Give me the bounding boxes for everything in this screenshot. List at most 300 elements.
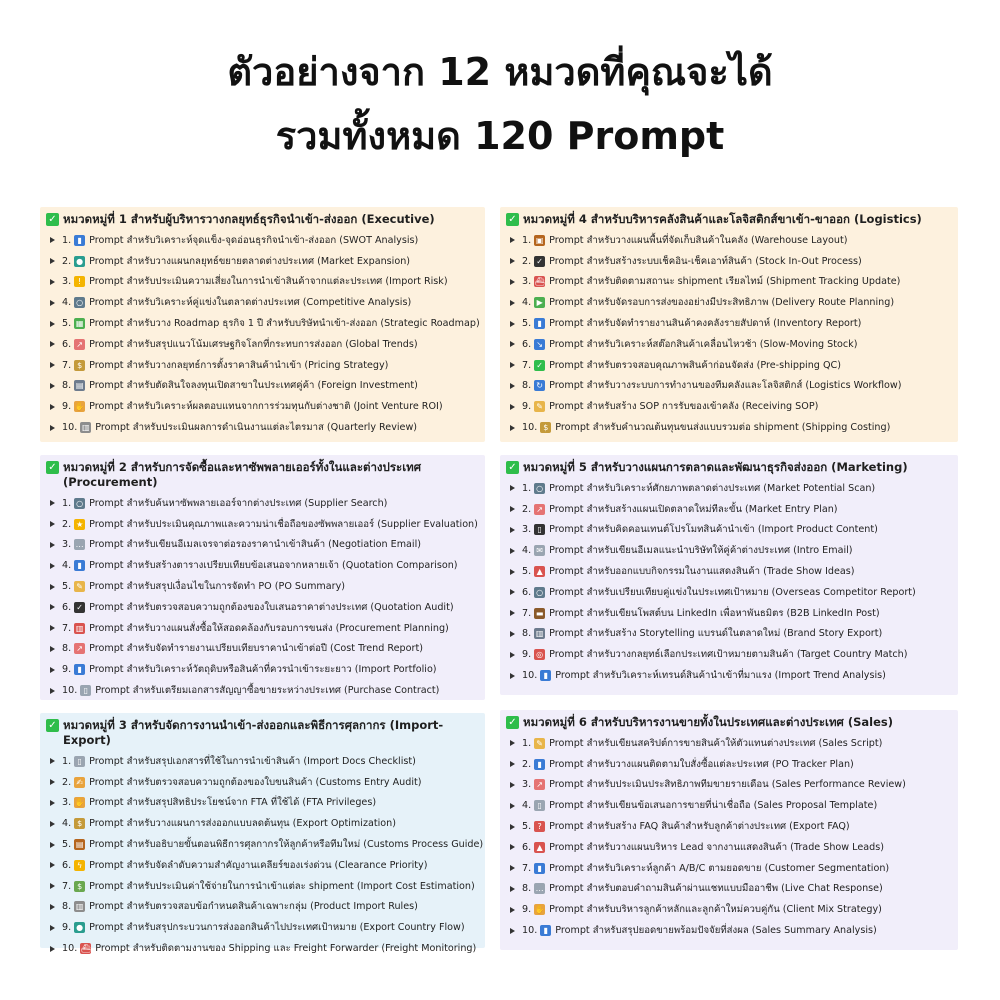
- prompt-list-item[interactable]: [46, 292, 479, 313]
- prompt-title: Prompt สำหรับวางกลยุทธ์การตั้งราคาสินค้านำเข้า (Pricing Strategy): [89, 359, 389, 371]
- toggle-triangle-icon[interactable]: [510, 237, 515, 243]
- item-number: 7.: [62, 880, 72, 892]
- item-number: 5.: [62, 839, 72, 851]
- prompt-title: Prompt สำหรับวิเคราะห์เทรนด์สินค้านำเข้าที่มาแรง (Import Trend Analysis): [555, 670, 886, 682]
- prompt-title: Prompt สำหรับวางแผนการส่งออกแบบลดต้นทุน (Export Optimization): [89, 818, 396, 830]
- prompt-list-item[interactable]: [506, 754, 952, 775]
- prompt-title: Prompt สำหรับวางแผนบริหาร Lead จากงานแสดงสินค้า (Trade Show Leads): [549, 841, 884, 853]
- prompt-list-item[interactable]: [46, 514, 479, 535]
- calendar-icon: ▥: [81, 423, 90, 433]
- prompt-list-item[interactable]: [46, 417, 479, 438]
- item-number: 4.: [522, 800, 532, 812]
- prompt-title: Prompt สำหรับคำนวณต้นทุนขนส่งแบบรวมต่อ shipment (Shipping Costing): [555, 422, 891, 434]
- target-icon: ◎: [534, 649, 545, 660]
- toggle-triangle-icon[interactable]: [510, 527, 515, 533]
- trend-up-icon: ↗: [534, 779, 545, 790]
- item-number: 10.: [522, 925, 538, 937]
- page-title-line-2: รวมทั้งหมด 120 Prompt: [275, 114, 725, 158]
- money-bag-icon: $: [540, 422, 551, 433]
- prompt-title: Prompt สำหรับวิเคราะห์สต๊อกสินค้าเคลื่อนไหวช้า (Slow-Moving Stock): [549, 338, 858, 350]
- prompt-title: Prompt สำหรับจัดรอบการส่งของอย่างมีประสิทธิภาพ (Delivery Route Planning): [549, 297, 895, 309]
- prompt-list-item[interactable]: [506, 272, 952, 293]
- item-number: 2.: [522, 255, 532, 267]
- item-number: 3.: [522, 276, 532, 288]
- toggle-triangle-icon[interactable]: [510, 485, 515, 491]
- prompt-list-item[interactable]: [46, 876, 479, 897]
- item-number: 3.: [522, 524, 532, 536]
- item-number: 8.: [62, 380, 72, 392]
- prompt-list-item[interactable]: [506, 899, 952, 920]
- prompt-title: Prompt สำหรับเขียนอีเมลแนะนำบริษัทให้คู่ค้าต่างประเทศ (Intro Email): [549, 545, 853, 557]
- item-number: 3.: [62, 276, 72, 288]
- prompt-title: Prompt สำหรับวิเคราะห์ลูกค้า A/B/C ตามยอดขาย (Customer Segmentation): [549, 862, 890, 874]
- prompt-list: [46, 230, 479, 438]
- magnifier-icon: ○: [534, 483, 545, 494]
- item-number: 9.: [62, 401, 72, 413]
- toggle-triangle-icon[interactable]: [510, 844, 515, 850]
- prompt-title: Prompt สำหรับสรุปแนวโน้มเศรษฐกิจโลกที่กระทบการส่งออก (Global Trends): [89, 338, 418, 350]
- item-number: 2.: [522, 758, 532, 770]
- check-mark-icon: ✓: [46, 213, 59, 226]
- category-heading-text: หมวดหมู่ที่ 4 สำหรับบริหารคลังสินค้าและโลจิสติกส์ขาเข้า-ขาออก (Logistics): [523, 212, 922, 226]
- item-number: 8.: [522, 380, 532, 392]
- toggle-triangle-icon[interactable]: [510, 258, 515, 264]
- category-panel-1: [40, 207, 485, 442]
- prompt-list-item[interactable]: [506, 292, 952, 313]
- item-number: 8.: [62, 643, 72, 655]
- toggle-triangle-icon[interactable]: [50, 321, 55, 327]
- globe-icon: ●: [74, 922, 85, 933]
- toggle-triangle-icon[interactable]: [50, 604, 55, 610]
- prompt-list-item[interactable]: [506, 795, 952, 816]
- item-number: 7.: [62, 359, 72, 371]
- document-icon: ▯: [80, 685, 91, 696]
- circus-tent-icon: ▲: [534, 842, 545, 853]
- toggle-triangle-icon[interactable]: [510, 803, 515, 809]
- prompt-title: Prompt สำหรับอธิบายขั้นตอนพิธีการศุลกากรให้ลูกค้าหรือทีมใหม่ (Customs Process Guide): [89, 839, 484, 851]
- prompt-list-item[interactable]: [506, 733, 952, 754]
- prompt-list-item[interactable]: [506, 230, 952, 251]
- prompt-list-item[interactable]: [506, 417, 952, 438]
- toggle-triangle-icon[interactable]: [50, 425, 55, 431]
- lightning-icon: ϟ: [74, 860, 85, 871]
- prompt-title: Prompt สำหรับตรวจสอบความถูกต้องของใบเสนอราคาต่างประเทศ (Quotation Audit): [89, 601, 454, 613]
- toggle-triangle-icon[interactable]: [50, 279, 55, 285]
- prompt-list-item[interactable]: [46, 917, 479, 938]
- item-number: 10.: [62, 422, 78, 434]
- item-number: 8.: [522, 883, 532, 895]
- prompt-list: [46, 751, 484, 959]
- item-number: 4.: [62, 297, 72, 309]
- prompt-list-item[interactable]: [46, 251, 479, 272]
- prompt-title: Prompt สำหรับเปรียบเทียบคู่แข่งในประเทศเป้าหมาย (Overseas Competitor Report): [549, 586, 916, 598]
- toggle-triangle-icon[interactable]: [510, 631, 515, 637]
- prompt-title: Prompt สำหรับสรุปสิทธิประโยชน์จาก FTA ที่ใช้ได้ (FTA Privileges): [89, 797, 377, 809]
- check-mark-icon: ✓: [506, 461, 519, 474]
- toggle-triangle-icon[interactable]: [510, 548, 515, 554]
- prompt-title: Prompt สำหรับตัดสินใจลงทุนเปิดสาขาในประเทศคู่ค้า (Foreign Investment): [89, 380, 418, 392]
- prompt-list-item[interactable]: [506, 816, 952, 837]
- prompt-title: Prompt สำหรับวางแผนสั่งซื้อให้สอดคล้องกับรอบการขนส่ง (Procurement Planning): [89, 622, 449, 634]
- prompt-list-item[interactable]: [46, 396, 479, 417]
- toggle-triangle-icon[interactable]: [510, 907, 515, 913]
- prompt-title: Prompt สำหรับสร้าง Storytelling แบรนด์ในตลาดใหม่ (Brand Story Export): [549, 628, 883, 640]
- prompt-title: Prompt สำหรับจัดทำรายงานเปรียบเทียบราคานำเข้าต่อปี (Cost Trend Report): [89, 643, 423, 655]
- toggle-triangle-icon[interactable]: [510, 824, 515, 830]
- clipboard-icon: ▥: [75, 902, 84, 912]
- toggle-triangle-icon[interactable]: [510, 506, 515, 512]
- page-title-line-1: ตัวอย่างจาก 12 หมวดที่คุณจะได้: [227, 50, 773, 94]
- item-number: 5.: [522, 566, 532, 578]
- prompt-title: Prompt สำหรับตรวจสอบคุณภาพสินค้าก่อนจัดส่ง (Pre-shipping QC): [549, 359, 841, 371]
- prompt-list-item[interactable]: [506, 540, 952, 561]
- item-number: 7.: [522, 862, 532, 874]
- prompt-title: Prompt สำหรับตอบคำถามสินค้าผ่านแชทแบบมืออาชีพ (Live Chat Response): [549, 883, 883, 895]
- prompt-list-item[interactable]: [46, 618, 479, 639]
- toggle-triangle-icon[interactable]: [510, 740, 515, 746]
- toggle-triangle-icon[interactable]: [50, 821, 55, 827]
- toggle-triangle-icon[interactable]: [50, 688, 55, 694]
- category-heading-text: หมวดหมู่ที่ 1 สำหรับผู้บริหารวางกลยุทธ์ธุรกิจนำเข้า-ส่งออก (Executive): [63, 212, 435, 226]
- item-number: 4.: [62, 818, 72, 830]
- category-heading: [506, 715, 952, 730]
- prompt-list-item[interactable]: [506, 582, 952, 603]
- prompt-list-item[interactable]: [46, 855, 479, 876]
- prompt-title: Prompt สำหรับจัดทำรายงานสินค้าคงคลังรายสัปดาห์ (Inventory Report): [549, 318, 862, 330]
- map-icon: ▦: [75, 319, 84, 329]
- category-panel-5: [500, 455, 958, 695]
- item-number: 5.: [62, 581, 72, 593]
- prompt-title: Prompt สำหรับประเมินประสิทธิภาพทีมขายรายเดือน (Sales Performance Review): [549, 779, 906, 791]
- magnifier-icon: ○: [74, 297, 85, 308]
- handshake-icon: ✋: [74, 402, 85, 412]
- prompt-title: Prompt สำหรับสร้างระบบเช็คอิน-เช็คเอาท์สินค้า (Stock In-Out Process): [549, 255, 862, 267]
- prompt-list-item[interactable]: [46, 834, 484, 855]
- prompt-list-item[interactable]: [46, 793, 479, 814]
- prompt-title: Prompt สำหรับสรุปยอดขายพร้อมปัจจัยที่ส่งผล (Sales Summary Analysis): [555, 925, 877, 937]
- item-number: 5.: [522, 318, 532, 330]
- circus-tent-icon: ▲: [534, 566, 545, 577]
- prompt-list-item[interactable]: [506, 478, 952, 499]
- prompt-title: Prompt สำหรับติดตามสถานะ shipment เรียลไทม์ (Shipment Tracking Update): [549, 276, 901, 288]
- prompt-title: Prompt สำหรับเขียนอีเมลเจรจาต่อรองราคานำเข้าสินค้า (Negotiation Email): [89, 539, 422, 551]
- prompt-title: Prompt สำหรับวิเคราะห์วัตถุดิบหรือสินค้าที่ควรนำเข้าระยะยาว (Import Portfolio): [89, 664, 437, 676]
- item-number: 1.: [522, 737, 532, 749]
- toggle-triangle-icon[interactable]: [510, 404, 515, 410]
- category-heading: [46, 212, 479, 227]
- toggle-triangle-icon[interactable]: [510, 383, 515, 389]
- item-number: 6.: [522, 841, 532, 853]
- toggle-triangle-icon[interactable]: [510, 341, 515, 347]
- prompt-list-item[interactable]: [506, 775, 952, 796]
- toggle-triangle-icon[interactable]: [50, 521, 55, 527]
- bar-chart-icon: ▮: [534, 863, 545, 874]
- item-number: 6.: [62, 601, 72, 613]
- checkmark-icon: ✓: [74, 602, 85, 613]
- toggle-triangle-icon[interactable]: [510, 300, 515, 306]
- check-mark-icon: ✓: [506, 716, 519, 729]
- toggle-triangle-icon[interactable]: [50, 500, 55, 506]
- briefcase-icon: ▬: [535, 608, 544, 618]
- prompt-title: Prompt สำหรับติดตามงานของ Shipping และ Freight Forwarder (Freight Monitoring): [95, 943, 477, 955]
- toggle-triangle-icon[interactable]: [510, 928, 515, 934]
- bar-chart-icon: ▮: [74, 235, 85, 246]
- prompt-list-item[interactable]: [506, 396, 952, 417]
- item-number: 9.: [522, 904, 532, 916]
- toggle-triangle-icon[interactable]: [50, 946, 55, 952]
- prompt-title: Prompt สำหรับตรวจสอบความถูกต้องของใบขนสินค้า (Customs Entry Audit): [89, 776, 422, 788]
- item-number: 5.: [62, 318, 72, 330]
- truck-icon: ▶: [534, 297, 545, 308]
- prompt-title: Prompt สำหรับวางแผนกลยุทธ์ขยายตลาดต่างประเทศ (Market Expansion): [89, 255, 411, 267]
- prompt-list: [506, 733, 952, 941]
- prompt-list-item[interactable]: [506, 624, 952, 645]
- toggle-triangle-icon[interactable]: [510, 321, 515, 327]
- speech-bubble-icon: …: [535, 884, 544, 894]
- calendar-icon: ▥: [75, 623, 84, 633]
- building-icon: ▤: [75, 381, 84, 391]
- prompt-title: Prompt สำหรับวิเคราะห์ผลตอบแทนจากการร่วมทุนกับต่างชาติ (Joint Venture ROI): [89, 401, 443, 413]
- document-icon: ▯: [534, 800, 545, 811]
- prompt-list-item[interactable]: [46, 751, 479, 772]
- toggle-triangle-icon[interactable]: [50, 842, 55, 848]
- toggle-triangle-icon[interactable]: [510, 589, 515, 595]
- prompt-list-item[interactable]: [506, 920, 952, 941]
- item-number: 2.: [522, 503, 532, 515]
- item-number: 1.: [522, 482, 532, 494]
- prompt-title: Prompt สำหรับบริหารลูกค้าหลักและลูกค้าใหม่ควบคู่กัน (Client Mix Strategy): [549, 904, 882, 916]
- prompt-title: Prompt สำหรับวางระบบการทำงานของทีมคลังและโลจิสติกส์ (Logistics Workflow): [549, 380, 902, 392]
- bar-chart-icon: ▮: [540, 925, 551, 936]
- toggle-triangle-icon[interactable]: [50, 341, 55, 347]
- item-number: 1.: [62, 234, 72, 246]
- ship-icon: ⛴: [534, 277, 545, 287]
- memo-icon: ✎: [534, 401, 545, 412]
- memo-icon: ✎: [74, 581, 85, 592]
- toggle-triangle-icon[interactable]: [50, 362, 55, 368]
- item-number: 3.: [522, 779, 532, 791]
- item-number: 10.: [62, 943, 78, 955]
- prompt-list-item[interactable]: [506, 355, 952, 376]
- ship-icon: ⛴: [80, 944, 91, 954]
- prompt-title: Prompt สำหรับวางกลยุทธ์เลือกประเทศเป้าหมายตามสินค้า (Target Country Match): [549, 649, 908, 661]
- prompt-title: Prompt สำหรับสร้าง SOP การรับของเข้าคลัง (Receiving SOP): [549, 401, 819, 413]
- prompt-title: Prompt สำหรับวางแผนติดตามใบสั่งซื้อแต่ละประเทศ (PO Tracker Plan): [549, 758, 854, 770]
- prompt-title: Prompt สำหรับคิดคอนเทนต์โปรโมทสินค้านำเข้า (Import Product Content): [549, 524, 878, 536]
- toggle-triangle-icon[interactable]: [50, 237, 55, 243]
- page-title: [0, 40, 1000, 168]
- toggle-triangle-icon[interactable]: [50, 625, 55, 631]
- money-bag-icon: $: [74, 360, 85, 371]
- toggle-triangle-icon[interactable]: [50, 563, 55, 569]
- prompt-title: Prompt สำหรับสรุปกระบวนการส่งออกสินค้าไปประเทศเป้าหมาย (Export Country Flow): [89, 922, 465, 934]
- handshake-icon: ✋: [74, 798, 85, 808]
- money-bag-icon: $: [74, 818, 85, 829]
- item-number: 6.: [62, 338, 72, 350]
- prompt-list-item[interactable]: [46, 555, 479, 576]
- prompt-list-item[interactable]: [506, 251, 952, 272]
- prompt-list-item[interactable]: [46, 897, 479, 918]
- prompt-list-item[interactable]: [506, 313, 952, 334]
- prompt-title: Prompt สำหรับวิเคราะห์คู่แข่งในตลาดต่างประเทศ (Competitive Analysis): [89, 297, 412, 309]
- toggle-triangle-icon[interactable]: [510, 279, 515, 285]
- prompt-list-item[interactable]: [506, 837, 952, 858]
- toggle-triangle-icon[interactable]: [50, 758, 55, 764]
- toggle-triangle-icon[interactable]: [50, 925, 55, 931]
- prompt-list-item[interactable]: [46, 680, 479, 701]
- toggle-triangle-icon[interactable]: [50, 258, 55, 264]
- toggle-triangle-icon[interactable]: [510, 886, 515, 892]
- category-heading-text: หมวดหมู่ที่ 3 สำหรับจัดการงานนำเข้า-ส่งออกและพิธีการศุลกากร (Import-Export): [63, 718, 444, 747]
- prompt-title: Prompt สำหรับสร้างตารางเปรียบเทียบข้อเสนอจากหลายเจ้า (Quotation Comparison): [89, 560, 458, 572]
- prompt-title: Prompt สำหรับเขียนข้อเสนอการขายที่น่าเชื่อถือ (Sales Proposal Template): [549, 800, 878, 812]
- bar-chart-icon: ▮: [534, 759, 545, 770]
- prompt-list-item[interactable]: [46, 639, 479, 660]
- trend-up-icon: ↗: [534, 504, 545, 515]
- prompt-list-item[interactable]: [46, 772, 479, 793]
- prompt-title: Prompt สำหรับวิเคราะห์ศักยภาพตลาดต่างประเทศ (Market Potential Scan): [549, 482, 876, 494]
- prompt-list-item[interactable]: [506, 520, 952, 541]
- toggle-triangle-icon[interactable]: [510, 362, 515, 368]
- item-number: 7.: [522, 607, 532, 619]
- item-number: 6.: [522, 586, 532, 598]
- book-icon: ▥: [535, 629, 544, 639]
- item-number: 4.: [522, 297, 532, 309]
- prompt-title: Prompt สำหรับออกแบบกิจกรรมในงานแสดงสินค้า (Trade Show Ideas): [549, 566, 855, 578]
- item-number: 2.: [62, 776, 72, 788]
- item-number: 10.: [62, 685, 78, 697]
- category-heading: [506, 212, 952, 227]
- item-number: 7.: [62, 622, 72, 634]
- bar-chart-icon: ▮: [540, 670, 551, 681]
- category-panel-4: [500, 207, 958, 442]
- prompt-title: Prompt สำหรับประเมินค่าใช้จ่ายในการนำเข้าแต่ละ shipment (Import Cost Estimation): [89, 880, 475, 892]
- item-number: 3.: [62, 797, 72, 809]
- cycle-icon: ↻: [534, 380, 545, 391]
- memo-icon: ✎: [534, 738, 545, 749]
- toggle-triangle-icon[interactable]: [510, 610, 515, 616]
- prompt-list-item[interactable]: [46, 493, 479, 514]
- prompt-list-item[interactable]: [46, 272, 479, 293]
- item-number: 9.: [522, 401, 532, 413]
- prompt-list-item[interactable]: [506, 376, 952, 397]
- prompt-title: Prompt สำหรับเขียนสคริปต์การขายสินค้าให้ตัวแทนต่างประเทศ (Sales Script): [549, 737, 883, 749]
- item-number: 8.: [62, 901, 72, 913]
- prompt-list-item[interactable]: [46, 355, 479, 376]
- toggle-triangle-icon[interactable]: [50, 542, 55, 548]
- toggle-triangle-icon[interactable]: [50, 883, 55, 889]
- prompt-list-item[interactable]: [46, 597, 479, 618]
- item-number: 8.: [522, 628, 532, 640]
- prompt-list: [506, 230, 952, 438]
- prompt-title: Prompt สำหรับวิเคราะห์จุดแข็ง-จุดอ่อนธุรกิจนำเข้า-ส่งออก (SWOT Analysis): [89, 234, 419, 246]
- toggle-triangle-icon[interactable]: [50, 646, 55, 652]
- handshake-icon: ✋: [534, 905, 545, 915]
- toggle-triangle-icon[interactable]: [510, 425, 515, 431]
- prompt-title: Prompt สำหรับเขียนโพสต์บน LinkedIn เพื่อหาพันธมิตร (B2B LinkedIn Post): [549, 607, 880, 619]
- magnifier-icon: ○: [74, 498, 85, 509]
- books-icon: ▤: [75, 840, 84, 850]
- item-number: 4.: [62, 560, 72, 572]
- prompt-list-item[interactable]: [506, 499, 952, 520]
- trend-up-icon: ↗: [74, 643, 85, 654]
- toggle-triangle-icon[interactable]: [510, 569, 515, 575]
- prompt-list: [46, 493, 479, 701]
- toggle-triangle-icon[interactable]: [50, 779, 55, 785]
- smartphone-icon: ▯: [534, 524, 545, 535]
- prompt-title: Prompt สำหรับสรุปเงื่อนไขในการจัดทำ PO (PO Summary): [89, 581, 346, 593]
- document-icon: ▯: [74, 756, 85, 767]
- category-heading-text: หมวดหมู่ที่ 2 สำหรับการจัดซื้อและหาซัพพลายเออร์ทั้งในและต่างประเทศ (Procurement): [63, 460, 422, 489]
- prompt-list-item[interactable]: [46, 813, 479, 834]
- toggle-triangle-icon[interactable]: [50, 584, 55, 590]
- warning-icon: !: [74, 276, 85, 287]
- item-number: 6.: [62, 859, 72, 871]
- item-number: 2.: [62, 518, 72, 530]
- prompt-list-item[interactable]: [46, 659, 479, 680]
- item-number: 9.: [62, 664, 72, 676]
- toggle-triangle-icon[interactable]: [50, 404, 55, 410]
- toggle-triangle-icon[interactable]: [50, 862, 55, 868]
- prompt-list-item[interactable]: [46, 334, 479, 355]
- toggle-triangle-icon[interactable]: [50, 300, 55, 306]
- prompt-title: Prompt สำหรับจัดลำดับความสำคัญงานเคลียร์ของเร่งด่วน (Clearance Priority): [89, 859, 428, 871]
- bar-chart-icon: ▮: [74, 560, 85, 571]
- prompt-list: [506, 478, 952, 686]
- speech-bubble-icon: …: [75, 540, 84, 550]
- check-mark-icon: ✓: [46, 719, 59, 732]
- prompt-list-item[interactable]: [506, 879, 952, 900]
- category-heading-text: หมวดหมู่ที่ 6 สำหรับบริหารงานขายทั้งในประเทศและต่างประเทศ (Sales): [523, 715, 893, 729]
- toggle-triangle-icon[interactable]: [50, 904, 55, 910]
- toggle-triangle-icon[interactable]: [510, 782, 515, 788]
- category-heading-text: หมวดหมู่ที่ 5 สำหรับวางแผนการตลาดและพัฒนาธุรกิจส่งออก (Marketing): [523, 460, 908, 474]
- toggle-triangle-icon[interactable]: [50, 383, 55, 389]
- toggle-triangle-icon[interactable]: [50, 800, 55, 806]
- prompt-list-item[interactable]: [46, 576, 479, 597]
- item-number: 3.: [62, 539, 72, 551]
- prompt-list-item[interactable]: [506, 603, 952, 624]
- checkmark-icon: ✓: [534, 256, 545, 267]
- item-number: 4.: [522, 545, 532, 557]
- prompt-list-item[interactable]: [46, 313, 479, 334]
- toggle-triangle-icon[interactable]: [510, 761, 515, 767]
- item-number: 5.: [522, 821, 532, 833]
- banknote-icon: $: [74, 881, 85, 892]
- item-number: 7.: [522, 359, 532, 371]
- prompt-list-item[interactable]: [46, 376, 479, 397]
- toggle-triangle-icon[interactable]: [510, 865, 515, 871]
- prompt-list-item[interactable]: [46, 535, 479, 556]
- category-heading: [506, 460, 952, 475]
- prompt-list-item[interactable]: [506, 665, 952, 686]
- prompt-list-item[interactable]: [506, 644, 952, 665]
- toggle-triangle-icon[interactable]: [50, 667, 55, 673]
- toggle-triangle-icon[interactable]: [510, 673, 515, 679]
- prompt-list-item[interactable]: [506, 858, 952, 879]
- star-icon: ★: [76, 519, 84, 529]
- prompt-title: Prompt สำหรับวางแผนพื้นที่จัดเก็บสินค้าในคลัง (Warehouse Layout): [549, 234, 848, 246]
- item-number: 1.: [522, 234, 532, 246]
- prompt-list-item[interactable]: [46, 938, 479, 959]
- prompt-list-item[interactable]: [46, 230, 479, 251]
- item-number: 10.: [522, 422, 538, 434]
- check-mark-icon: ✓: [506, 213, 519, 226]
- category-heading: [46, 718, 479, 748]
- prompt-list-item[interactable]: [506, 334, 952, 355]
- prompt-list-item[interactable]: [506, 561, 952, 582]
- toggle-triangle-icon[interactable]: [510, 652, 515, 658]
